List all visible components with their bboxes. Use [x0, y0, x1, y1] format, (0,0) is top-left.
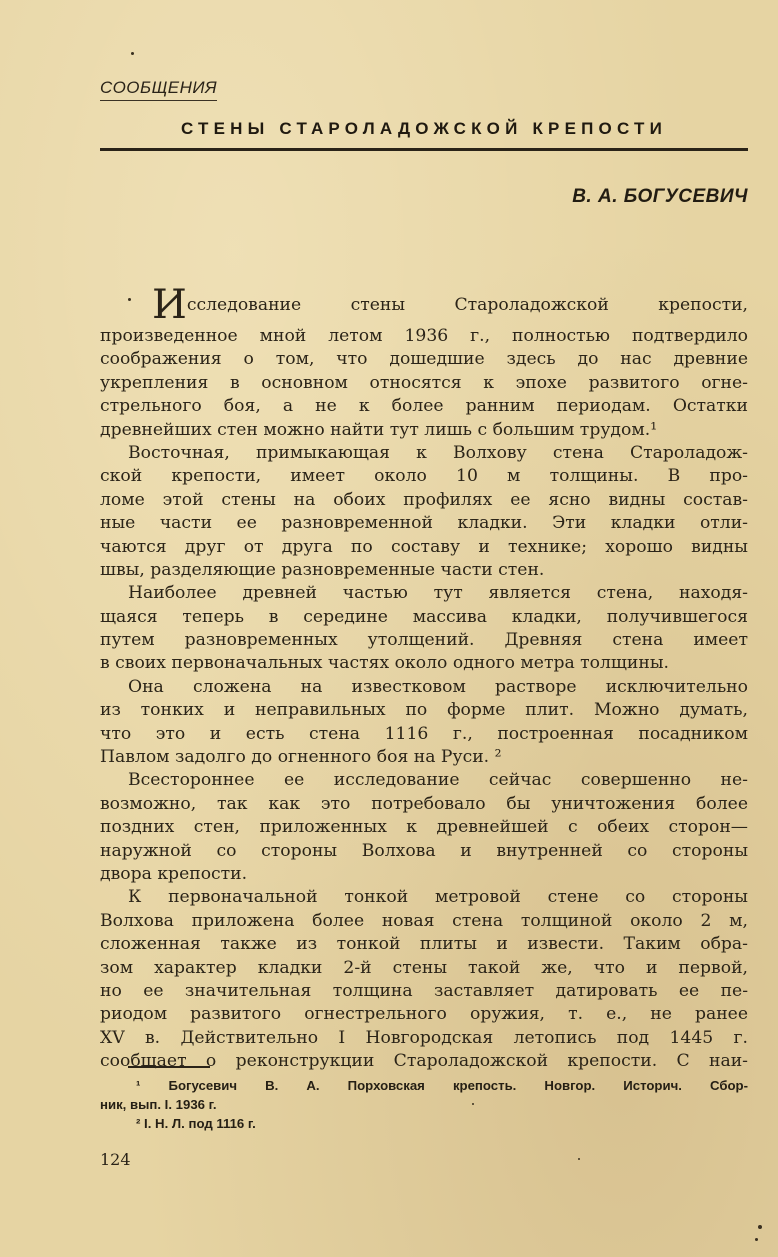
scan-speck	[472, 1103, 474, 1105]
body-line-text: путем разновременных утолщений. Древняя стена имеет	[100, 630, 748, 651]
body-line-text: швы, разделяющие разновременные части стен.	[100, 559, 545, 580]
body-line	[100, 465, 748, 488]
footnote-line: ник, вып. I. 1936 г.	[100, 1097, 217, 1112]
body-line	[100, 606, 748, 629]
body-line	[100, 863, 748, 886]
body-line-text: древнейших стен можно найти тут лишь с большим трудом.¹	[100, 419, 658, 440]
scan-speck	[758, 1225, 762, 1229]
body-line-text: чаются друг от друга по составу и технике; хорошо видны	[100, 536, 748, 557]
body-line	[100, 442, 748, 465]
body-line-text: Павлом задолго до огненного боя на Руси. ²	[100, 747, 502, 768]
body-line-text: ломе этой стены на обоих профилях ее ясно видны состав-	[100, 489, 748, 510]
page-number: 124	[100, 1150, 131, 1169]
body-line-text: риодом развитого огнестрельного оружия, т. е., не ранее	[100, 1004, 748, 1025]
body-line-text: К первоначальной тонкой метровой стене со стороны	[128, 887, 748, 908]
title-rule	[100, 148, 748, 151]
body-line-text: щаяся теперь в середине массива кладки, получившегося	[100, 606, 748, 627]
body-line-text: сследование стены Староладожской крепости,	[186, 295, 748, 315]
body-line-text: что это и есть стена 1116 г., построенная посадником	[100, 723, 748, 744]
body-line	[100, 559, 748, 582]
body-line	[100, 652, 748, 675]
body-line	[100, 1027, 748, 1050]
body-line-text: в своих первоначальных частях около одного метра толщины.	[100, 653, 669, 674]
body-line	[100, 676, 748, 699]
body-line-text: но ее значительная толщина заставляет датировать ее пе-	[100, 980, 748, 1001]
body-line	[100, 910, 748, 933]
body-line	[100, 1003, 748, 1026]
body-line-text: поздних стен, приложенных к древнейшей с обеих сторон—	[100, 817, 748, 838]
body-line	[100, 1050, 748, 1073]
scan-speck	[131, 52, 134, 55]
body-line-text: сообщает о реконструкции Староладожской крепости. С наи-	[100, 1051, 748, 1072]
body-line	[100, 536, 748, 559]
body-line-text: двора крепости.	[100, 863, 248, 884]
scan-speck	[755, 1238, 758, 1241]
body-line-text: произведенное мной летом 1936 г., полностью подтвердило	[100, 326, 748, 346]
body-line-text: Волхова приложена более новая стена толщиной около 2 м,	[100, 910, 748, 931]
body-line	[100, 957, 748, 980]
body-line	[100, 769, 748, 792]
scan-speck	[578, 1158, 580, 1160]
body-line-text: XV в. Действительно I Новгородская летопись под 1445 г.	[100, 1027, 748, 1048]
body-line	[100, 285, 748, 325]
footnote-line: ¹ Богусевич В. А. Порховская крепость. Новгор. Историч. Сбор-	[136, 1078, 748, 1093]
body-line	[100, 746, 748, 769]
body-line	[100, 980, 748, 1003]
body-line	[100, 489, 748, 512]
body-line-text: Всестороннее ее исследование сейчас совершенно не-	[128, 770, 748, 791]
section-label: СООБЩЕНИЯ	[100, 78, 217, 101]
body-line-text: укрепления в основном относятся к эпохе развитого огне-	[100, 372, 748, 393]
author-name: В. А. БОГУСЕВИЧ	[572, 186, 748, 207]
body-line	[100, 512, 748, 535]
article-body	[100, 285, 748, 1074]
body-line-text: соображения о том, что дошедшие здесь до нас древние	[100, 349, 748, 370]
body-line	[100, 840, 748, 863]
body-line	[100, 325, 748, 348]
body-line	[100, 699, 748, 722]
scan-speck	[128, 298, 131, 301]
article-title: СТЕНЫ СТАРОЛАДОЖСКОЙ КРЕПОСТИ	[180, 119, 668, 138]
body-line-text: ные части ее разновременной кладки. Эти кладки отли-	[100, 513, 748, 534]
body-line	[100, 723, 748, 746]
body-line	[100, 395, 748, 418]
body-line	[100, 816, 748, 839]
body-line	[100, 419, 748, 442]
body-line	[100, 793, 748, 816]
body-line-text: зом характер кладки 2-й стены такой же, что и первой,	[100, 957, 748, 978]
body-line-text: из тонких и неправильных по форме плит. Можно думать,	[100, 700, 748, 721]
body-line-text: сложенная также из тонкой плиты и извести. Таким обра-	[100, 934, 748, 955]
body-line-text: Наиболее древней частью тут является стена, находя-	[128, 583, 748, 604]
body-line	[100, 933, 748, 956]
footnote-rule	[128, 1066, 210, 1068]
body-line-text: Она сложена на известковом растворе исключительно	[128, 676, 748, 697]
footnote-line: ² I. Н. Л. под 1116 г.	[136, 1116, 256, 1131]
body-line	[100, 348, 748, 371]
body-line	[100, 886, 748, 909]
footnotes	[100, 1076, 748, 1133]
body-line-text: стрельного боя, а не к более ранним периодам. Остатки	[100, 396, 748, 417]
body-line	[100, 582, 748, 605]
body-line-text: ской крепости, имеет около 10 м толщины. В про-	[100, 466, 748, 487]
body-line	[100, 629, 748, 652]
body-line	[100, 372, 748, 395]
body-line-text: наружной со стороны Волхова и внутренней со стороны	[100, 840, 748, 861]
body-line-text: Восточная, примыкающая к Волхову стена Староладож-	[128, 442, 748, 463]
drop-cap: И	[152, 285, 187, 325]
body-line-text: возможно, так как это потребовало бы уничтожения более	[100, 793, 748, 814]
